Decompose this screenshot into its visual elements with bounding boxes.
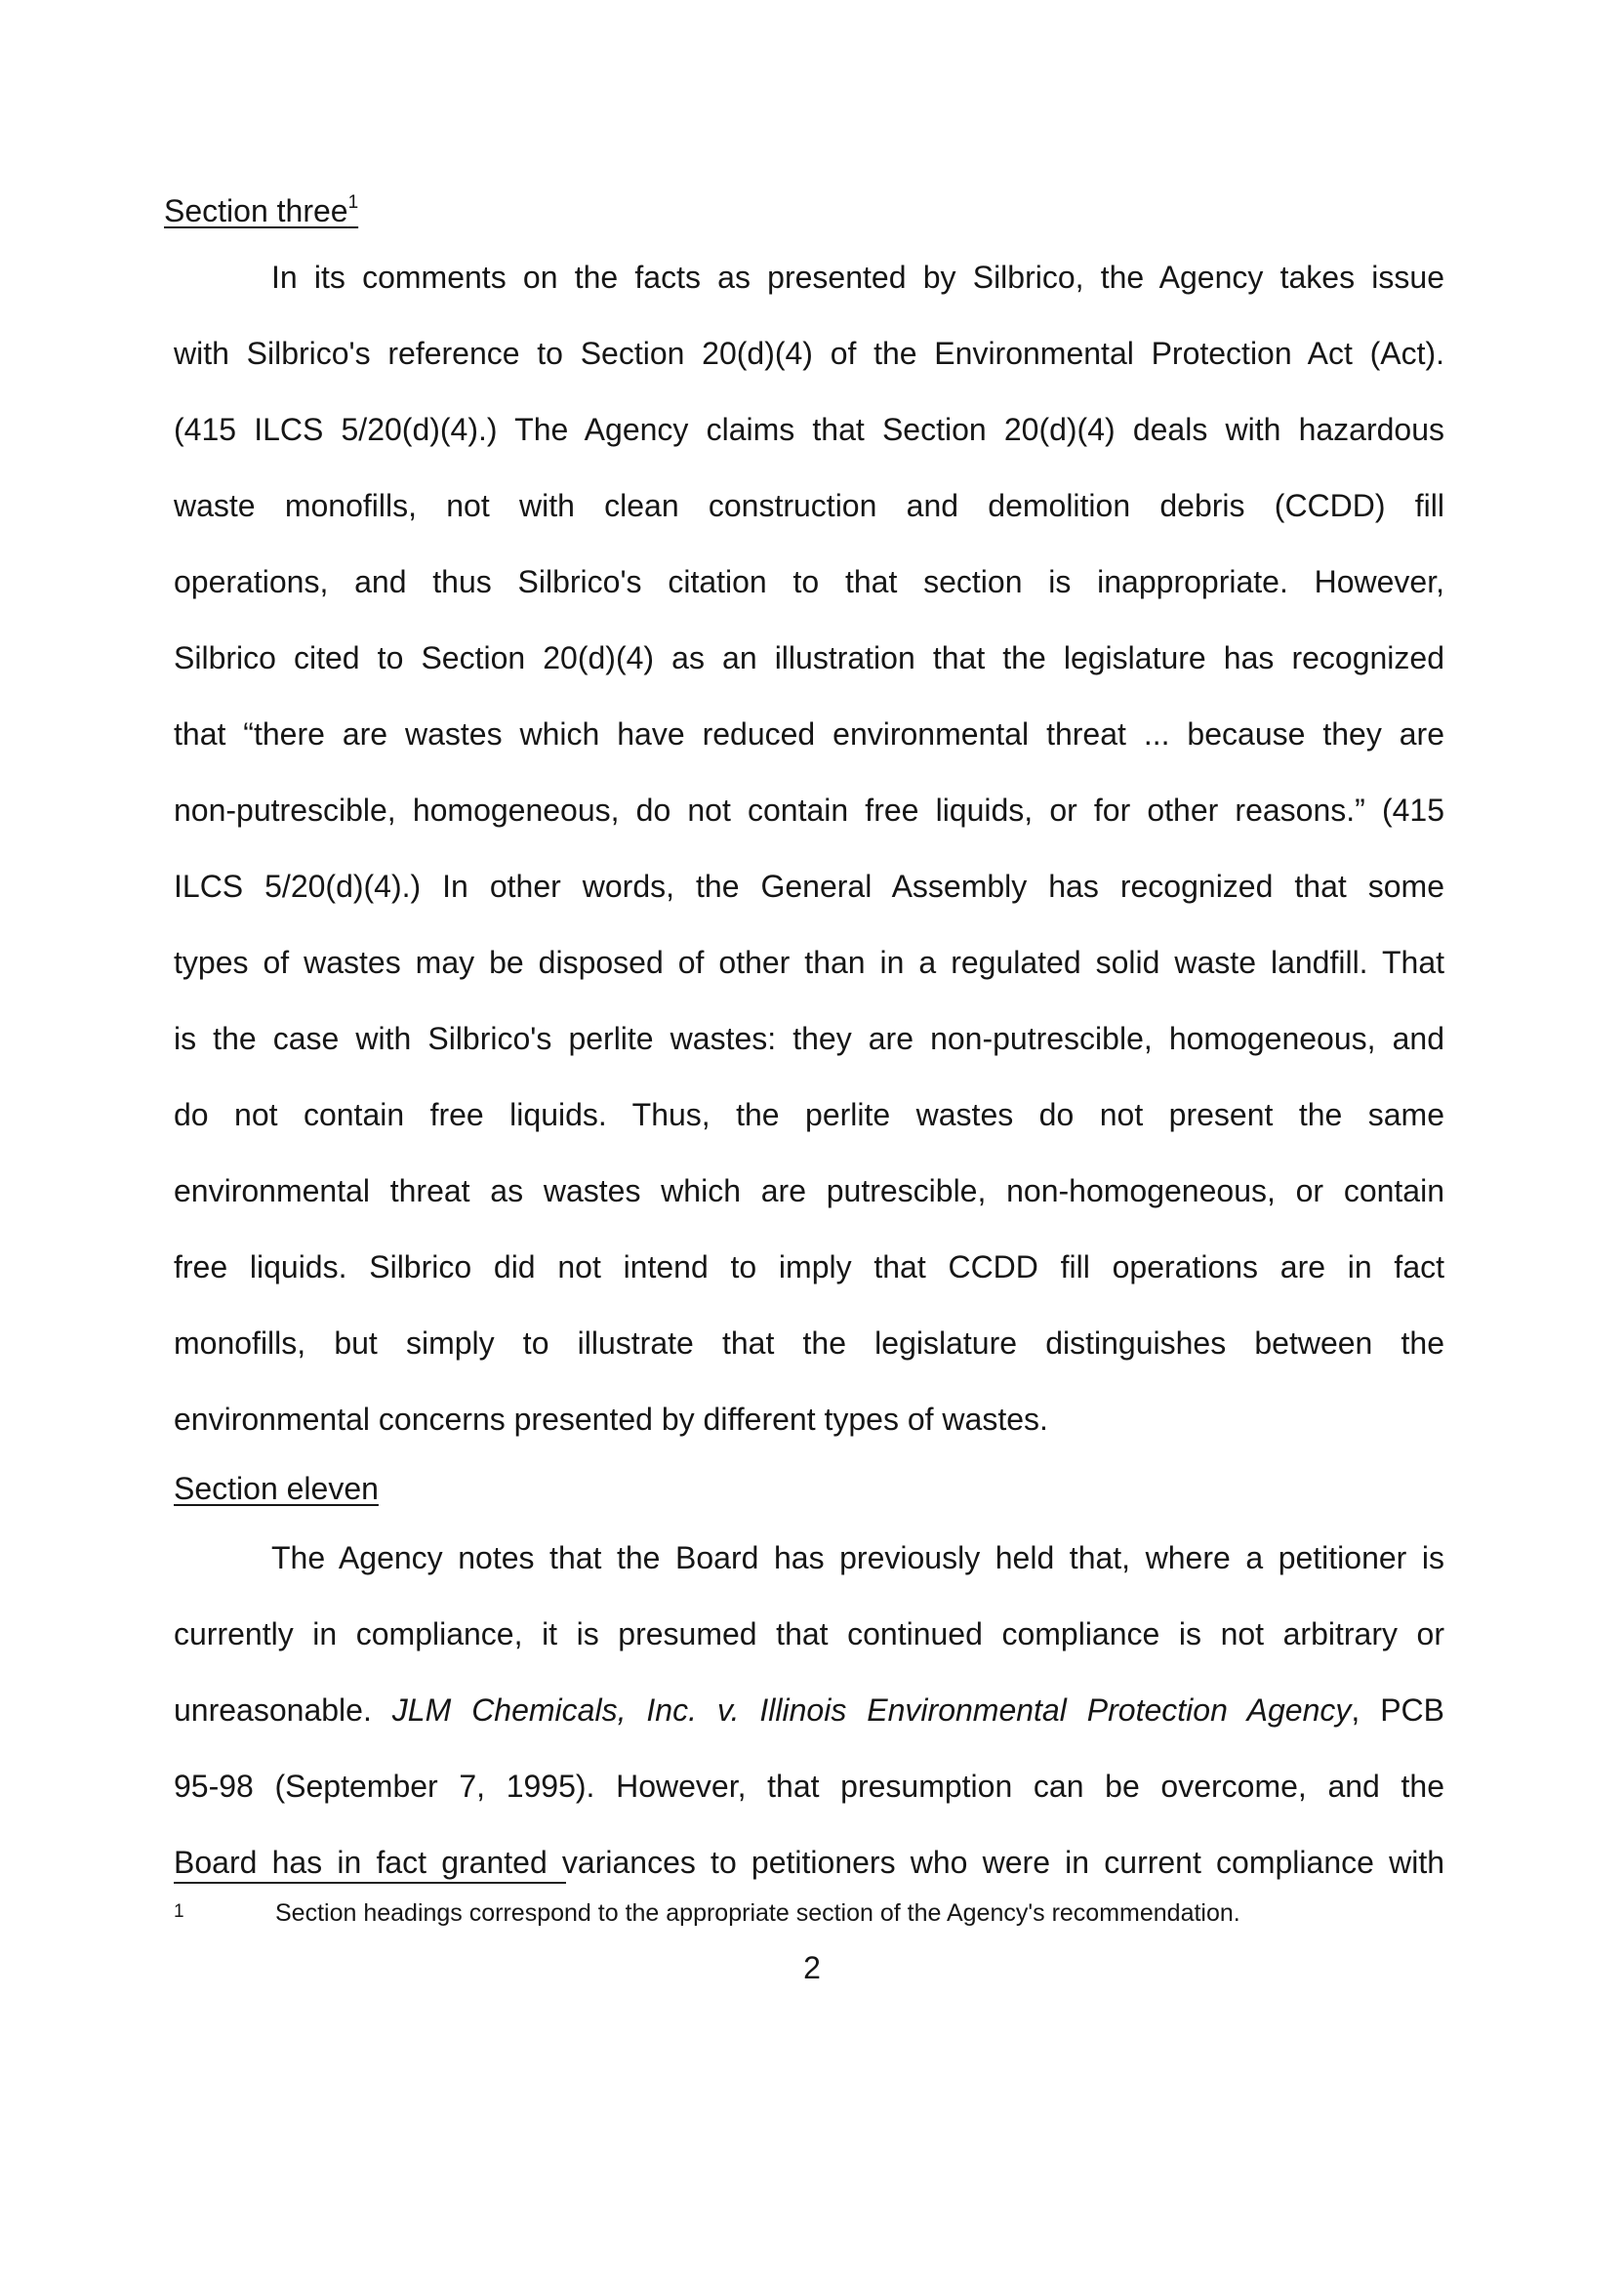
paragraph-line: In its comments on the facts as presented by Silbrico, the Agency takes issue <box>271 260 1444 295</box>
paragraph-line: that “there are wastes which have reduced environmental threat ... because they are <box>174 716 1444 752</box>
paragraph-line: environmental threat as wastes which are putrescible, non-homogeneous, or contain <box>174 1173 1444 1208</box>
paragraph-line: free liquids. Silbrico did not intend to imply that CCDD fill operations are in fact <box>174 1249 1444 1284</box>
section-three-heading: Section three$^1$ <box>164 192 359 228</box>
paragraph-line: (415 ILCS 5/20(d)(4).) The Agency claims that Section 20(d)(4) deals with hazardous <box>174 412 1444 447</box>
paragraph-line: The Agency notes that the Board has previously held that, where a petitioner is <box>271 1540 1444 1575</box>
paragraph-line: non-putrescible, homogeneous, do not contain free liquids, or for other reasons.” (415 <box>174 793 1444 828</box>
case-citation: JLM Chemicals, Inc. v. Illinois Environmental Protection Agency <box>391 1692 1352 1728</box>
paragraph-line: monofills, but simply to illustrate that the legislature distinguishes between the <box>174 1325 1444 1361</box>
paragraph-line: with Silbrico's reference to Section 20(d)(4) of the Environmental Protection Act (Act). <box>174 336 1444 371</box>
paragraph-line: do not contain free liquids. Thus, the perlite wastes do not present the same <box>174 1097 1444 1132</box>
paragraph-line: environmental concerns presented by different types of wastes. <box>174 1402 1048 1437</box>
footnote-text: Section headings correspond to the appropriate section of the Agency's recommendation. <box>275 1899 1240 1927</box>
paragraph-line-with-citation: unreasonable. JLM Chemicals, Inc. v. Illinois Environmental Protection Agency, PCB <box>174 1692 1444 1728</box>
paragraph-line: ILCS 5/20(d)(4).) In other words, the General Assembly has recognized that some <box>174 869 1444 904</box>
paragraph-line: Board has in fact granted variances to petitioners who were in current compliance with <box>174 1845 1444 1880</box>
paragraph-line: operations, and thus Silbrico's citation to that section is inappropriate. However, <box>174 564 1444 599</box>
paragraph-line: Silbrico cited to Section 20(d)(4) as an illustration that the legislature has recognized <box>174 640 1444 675</box>
paragraph-line: waste monofills, not with clean construction and demolition debris (CCDD) fill <box>174 488 1444 523</box>
paragraph-line: 95-98 (September 7, 1995). However, that presumption can be overcome, and the <box>174 1769 1444 1804</box>
footnote-reference: 1 <box>347 192 359 214</box>
footnote-number: 1 <box>174 1901 184 1922</box>
section-eleven-heading: Section eleven <box>174 1471 379 1506</box>
paragraph-line: currently in compliance, it is presumed that continued compliance is not arbitrary or <box>174 1616 1444 1651</box>
footnote-divider <box>174 1882 566 1884</box>
paragraph-line: types of wastes may be disposed of other than in a regulated solid waste landfill. That <box>174 945 1444 980</box>
paragraph-line: is the case with Silbrico's perlite wastes: they are non-putrescible, homogeneous, and <box>174 1021 1444 1056</box>
page-number: 2 <box>803 1950 821 1985</box>
